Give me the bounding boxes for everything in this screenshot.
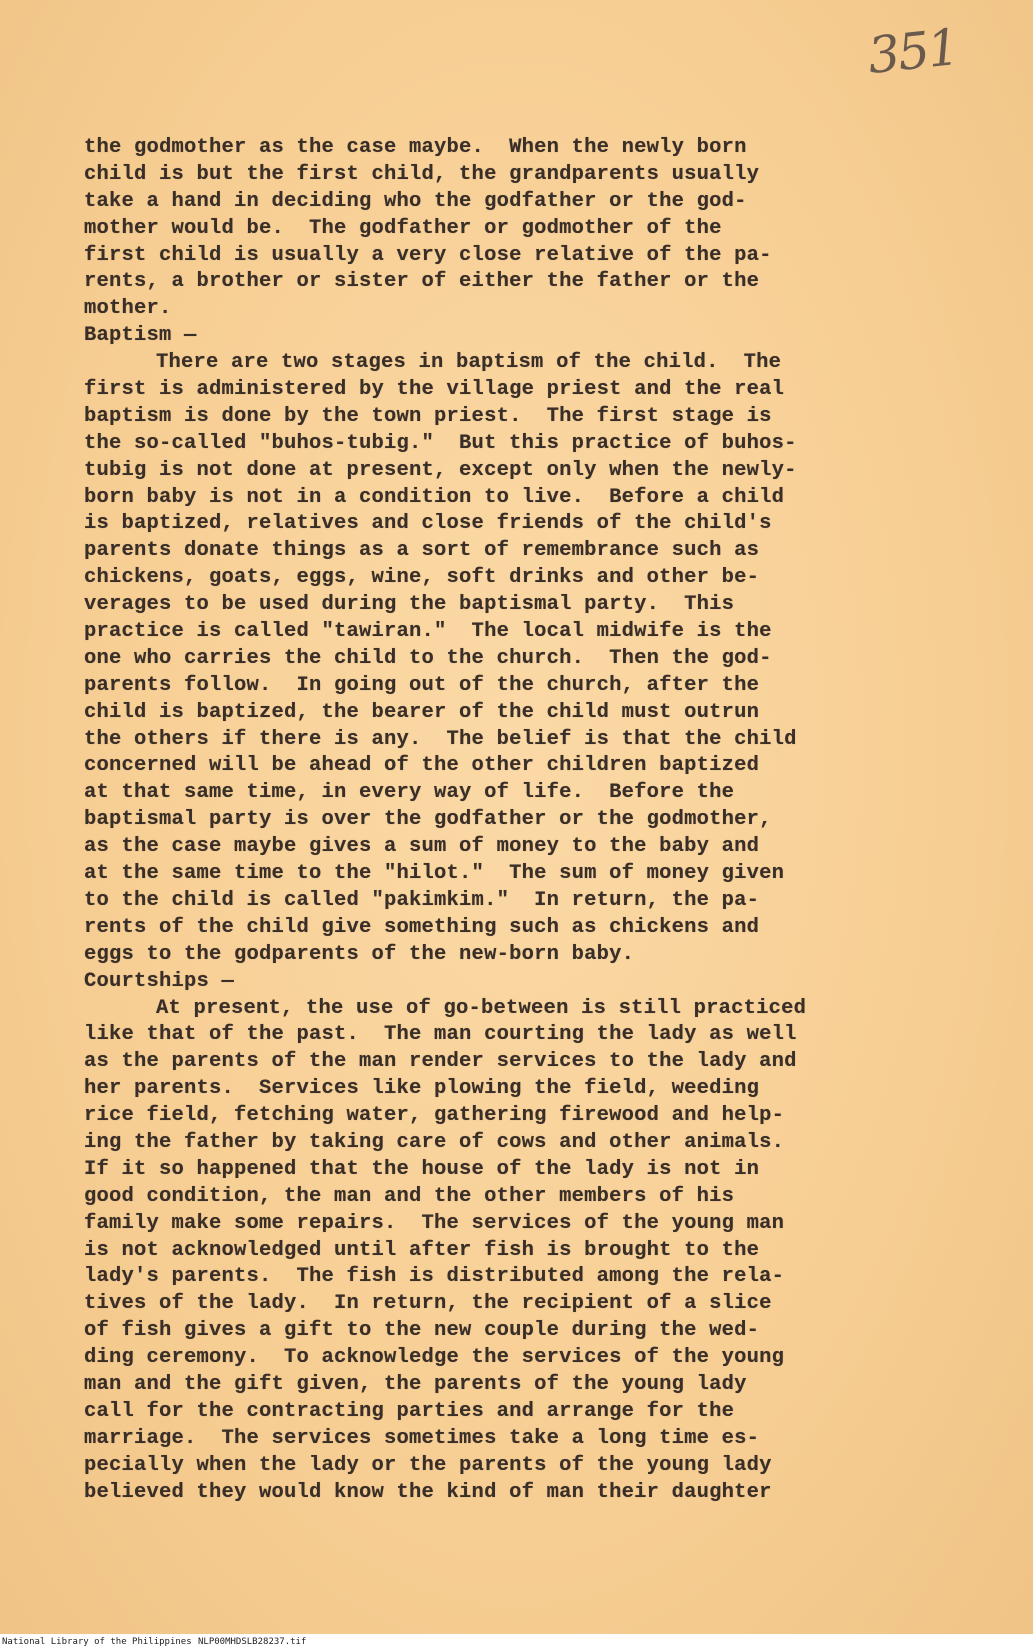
text-line: verages to be used during the baptismal party. This (84, 593, 735, 617)
text-line: the others if there is any. The belief is that the child (84, 727, 797, 751)
text-line: parents follow. In going out of the church, after the (84, 673, 760, 697)
paragraph-start: There are two stages in baptism of the child. The (156, 351, 782, 375)
text-line: one who carries the child to the church. Then the god- (84, 646, 772, 670)
text-line: rents, a brother or sister of either the father or the (84, 270, 760, 294)
text-line: rents of the child give something such as chickens and (84, 915, 760, 939)
text-line: first child is usually a very close relative of the pa- (84, 243, 772, 267)
text-line: parents donate things as a sort of remembrance such as (84, 539, 760, 563)
text-line: as the parents of the man render services to the lady and (84, 1050, 797, 1074)
handwritten-page-number: 351 (865, 18, 961, 86)
text-line: pecially when the lady or the parents of the young lady (84, 1453, 772, 1477)
text-line: to the child is called "pakimkim." In return, the pa- (84, 888, 760, 912)
text-line: at that same time, in every way of life. Before the (84, 781, 735, 805)
text-line: child is but the first child, the grandparents usually (84, 162, 760, 186)
text-line: eggs to the godparents of the new-born baby. (84, 942, 635, 966)
text-line: ing the father by taking care of cows and other animals. (84, 1130, 785, 1154)
text-line: take a hand in deciding who the godfather or the god- (84, 189, 747, 213)
paragraph-start: At present, the use of go-between is still practiced (156, 996, 807, 1020)
text-line: the godmother as the case maybe. When the newly born (84, 136, 747, 159)
text-line: concerned will be ahead of the other children baptized (84, 754, 760, 778)
text-line: first is administered by the village priest and the real (84, 378, 785, 402)
text-line: born baby is not in a condition to live. Before a child (84, 485, 785, 509)
text-line: call for the contracting parties and arrange for the (84, 1399, 735, 1423)
text-line: ding ceremony. To acknowledge the services of the young (84, 1346, 785, 1370)
text-line: of fish gives a gift to the new couple during the wed- (84, 1319, 760, 1343)
text-line: believed they would know the kind of man their daughter (84, 1480, 772, 1504)
text-line: good condition, the man and the other members of his (84, 1184, 735, 1208)
text-line: tives of the lady. In return, the recipient of a slice (84, 1292, 772, 1316)
text-line: chickens, goats, eggs, wine, soft drinks and other be- (84, 566, 760, 590)
text-line: man and the gift given, the parents of the young lady (84, 1372, 747, 1396)
text-line: family make some repairs. The services of the young man (84, 1211, 785, 1235)
text-line: practice is called "tawiran." The local midwife is the (84, 620, 772, 644)
text-line: at the same time to the "hilot." The sum of money given (84, 862, 785, 886)
text-line: baptism is done by the town priest. The first stage is (84, 404, 772, 428)
text-line: baptismal party is over the godfather or the godmother, (84, 808, 772, 832)
text-line: If it so happened that the house of the lady is not in (84, 1157, 760, 1181)
text-line: her parents. Services like plowing the field, weeding (84, 1077, 760, 1101)
section-heading-courtships: Courtships — (84, 969, 235, 993)
footer-library-name: National Library of the Philippines (2, 1637, 192, 1647)
text-line: rice field, fetching water, gathering firewood and help- (84, 1104, 785, 1128)
text-line: child is baptized, the bearer of the child must outrun (84, 700, 760, 724)
text-line: tubig is not done at present, except only when the newly- (84, 458, 797, 482)
text-line: lady's parents. The fish is distributed among the rela- (84, 1265, 785, 1289)
footer-file-name: NLP00MHDSLB28237.tif (198, 1637, 307, 1647)
text-line: as the case maybe gives a sum of money to the baby and (84, 835, 760, 859)
section-heading-baptism: Baptism — (84, 324, 197, 348)
text-line: mother would be. The godfather or godmother of the (84, 216, 722, 240)
typed-text-body (84, 135, 964, 1506)
text-line: mother. (84, 297, 172, 321)
text-line: is not acknowledged until after fish is brought to the (84, 1238, 760, 1262)
text-line: is baptized, relatives and close friends of the child's (84, 512, 772, 536)
text-line: the so-called "buhos-tubig." But this practice of buhos- (84, 431, 797, 455)
scan-footer (0, 1634, 1033, 1650)
text-line: marriage. The services sometimes take a long time es- (84, 1426, 760, 1450)
text-line: like that of the past. The man courting the lady as well (84, 1023, 797, 1047)
